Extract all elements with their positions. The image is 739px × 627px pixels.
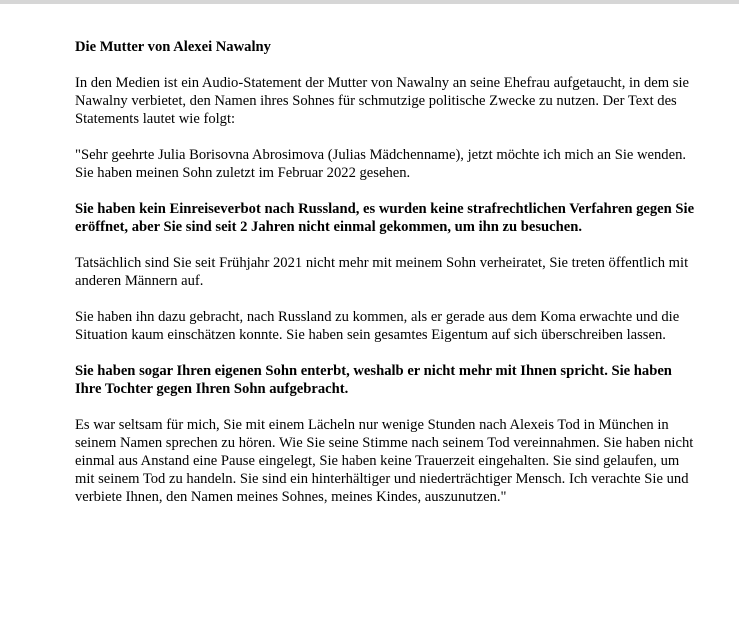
paragraph-return-russia: Sie haben ihn dazu gebracht, nach Russland zu kommen, als er gerade aus dem Koma erwachte und die Situation kaum einschätzen konnte. Sie haben sein gesamtes Eigentum auf sich überschreiben lassen. xyxy=(75,309,680,343)
paragraph-intro: In den Medien ist ein Audio-Statement der Mutter von Nawalny an seine Ehefrau aufgetaucht, in dem sie Nawalny verbietet, den Namen ihres Sohnes für schmutzige politische Zwecke zu nutzen. Der Text des Statements lautet wie folgt: xyxy=(75,75,689,127)
paragraph-conclusion: Es war seltsam für mich, Sie mit einem Lächeln nur wenige Stunden nach Alexeis Tod in München in seinem Namen sprechen zu hören. Wie Sie seine Stimme nach seinem Tod vereinnahmen. Sie haben nicht einmal aus Anstand eine Pause eingelegt, Sie haben keine Trauerzeit eingehalten. Sie sind gelaufen, um mit seinem Tod zu handeln. Sie sind ein hinterhältiger und niederträchtiger Mensch. Ich verachte Sie und verbiete Ihnen, den Namen meines Sohnes, meines Kindes, auszunutzen." xyxy=(75,417,694,505)
window-top-border xyxy=(0,0,739,4)
paragraph-marriage: Tatsächlich sind Sie seit Frühjahr 2021 nicht mehr mit meinem Sohn verheiratet, Sie treten öffentlich mit anderen Männern auf. xyxy=(75,255,689,289)
document-title: Die Mutter von Alexei Nawalny xyxy=(75,39,271,55)
paragraph-disinherited: Sie haben sogar Ihren eigenen Sohn enterbt, weshalb er nicht mehr mit Ihnen spricht. Sie haben Ihre Tochter gegen Ihren Sohn aufgebracht. xyxy=(75,363,672,397)
paragraph-no-entry-ban: Sie haben kein Einreiseverbot nach Russland, es wurden keine strafrechtlichen Verfahren gegen Sie eröffnet, aber Sie sind seit 2 Jahren nicht einmal gekommen, um ihn zu besuchen. xyxy=(75,201,695,235)
paragraph-salutation: "Sehr geehrte Julia Borisovna Abrosimova (Julias Mädchenname), jetzt möchte ich mich an Sie wenden. Sie haben meinen Sohn zuletzt im Februar 2022 gesehen. xyxy=(75,147,687,181)
document-page xyxy=(75,38,695,524)
